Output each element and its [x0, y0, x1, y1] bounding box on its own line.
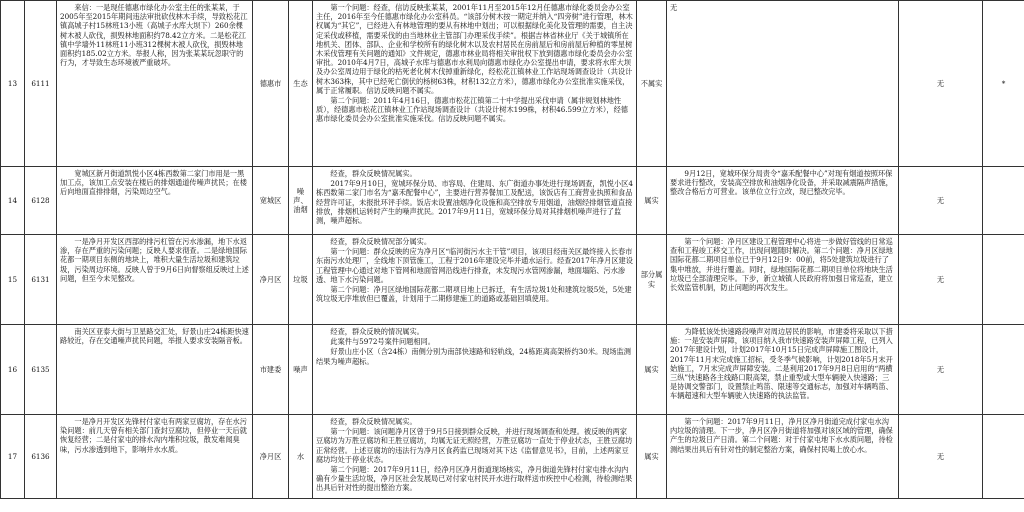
responsible-unit: 宽城区	[253, 167, 289, 235]
table-row	[1, 325, 1024, 415]
case-code: 6131	[25, 235, 57, 325]
accountability: 无	[899, 1, 983, 167]
mark	[983, 415, 1024, 499]
case-code: 6111	[25, 1, 57, 167]
rectification: 9月12日，宽城环保分局责令“嘉禾配餐中心”对现有烟道按照环保要求进行整改，安装高空排放和油烟净化设备，并采取减震隔声措施，整改合格后方可营业。该单位立行立改，现已整改完毕。	[667, 167, 899, 235]
rectification: 无	[667, 1, 899, 167]
pollution-type: 噪声	[289, 325, 313, 415]
responsible-unit: 市建委	[253, 325, 289, 415]
verdict: 属实	[637, 325, 667, 415]
table-row	[1, 167, 1024, 235]
report-content: 一是净月开发区西部的排污杠管在污水渗漏，地下水返渗，存在严重的污染问题；反映人要求彻查。二是绿地国际花都一期项目东侧的地块上，堆积大量生活垃圾和建筑垃圾，污染周边环境。反映人曾于9月6日向督察组反映过上述问题，但至今未见整改。	[57, 235, 253, 325]
row-number: 17	[1, 415, 25, 499]
row-number: 15	[1, 235, 25, 325]
responsible-unit: 净月区	[253, 235, 289, 325]
pollution-type: 水	[289, 415, 313, 499]
pollution-type: 垃圾	[289, 235, 313, 325]
report-content: 来信：一是现任德惠市绿化办公室主任的张某某，于2005年至2015年期间违法审批砍伐林木手续，导致松花江镇高城子村15林班13小班（高城子水库大坝下）260余棵树木被人砍伐，损毁林地面积约78.42立方米。二是松花江镇中学墙外11林班11小班312棵树木被人砍伐，损毁林地面积约185.02立方米。举报人称，因为张某某玩忽职守的行为，才导致生态环境被严重破坏。	[57, 1, 253, 167]
mark	[983, 235, 1024, 325]
rectification: 第一个问题：2017年9月11日，净月区净月街道完成付家屯水沟内垃圾的清理。下一步，净月区净月街道将加强对该区域的管理，确保产生的垃圾日产日清。第二个问题：对于付家屯地下水水质问题，待检测结果出具后有针对性的制定整治方案，确保村民喝上放心水。	[667, 415, 899, 499]
mark	[983, 325, 1024, 415]
pollution-type: 生态	[289, 1, 313, 167]
table-body	[1, 1, 1024, 499]
report-content: 南关区亚泰大街与卫星路交汇处，好景山庄24栋距快速路较近，存在交通噪声扰民问题，举报人要求安装隔音板。	[57, 325, 253, 415]
table-row	[1, 415, 1024, 499]
mark: *	[983, 1, 1024, 167]
accountability: 无	[899, 325, 983, 415]
responsible-unit: 净月区	[253, 415, 289, 499]
responsible-unit: 德惠市	[253, 1, 289, 167]
row-number: 14	[1, 167, 25, 235]
accountability: 无	[899, 167, 983, 235]
case-code: 6136	[25, 415, 57, 499]
table-row	[1, 235, 1024, 325]
investigation-finding: 经查，群众反映情况部分属实。 第一个问题：群众反映的应为净月区“临河街污水主干管”项目，该项目经南关区最终接入长春市东南污水处理厂，全线地下顶管施工，工程于2016年建设完毕并通水运行。经查2017年净月区建设工程管理中心通过对地下管网和地面管网沿线进行排查，未发现污水管网渗漏，地面塌陷、污水渗透、地下水污染问题。 第二个问题：净月区绿地国际花都二期项目地上已拆迁，有生活垃圾1处和建筑垃圾5处，5处建筑垃圾无序堆放但已覆盖，计划用于二期修建施工的道路或基础回填使用。	[313, 235, 637, 325]
row-number: 16	[1, 325, 25, 415]
case-code: 6135	[25, 325, 57, 415]
investigation-finding: 经查，群众反映的情况属实。 此案件与5972号案件问题相同。 好景山庄小区（含24栋）南侧分别为南部快速路和轻轨线，24栋距离高架桥约30米。现场监测结果为噪声超标。	[313, 325, 637, 415]
verdict: 属实	[637, 415, 667, 499]
verdict: 属实	[637, 167, 667, 235]
accountability: 无	[899, 235, 983, 325]
case-code: 6128	[25, 167, 57, 235]
report-content: 宽城区新月街道凯悦小区4栋西数第二家门市用是一黑加工点，该加工点安装在楼后的排烟通道传噪声扰民；在楼后向地面直排排烟，污染周边空气。	[57, 167, 253, 235]
investigation-finding: 经查，群众反映情况属实。 2017年9月10日，宽城环保分局、市容局、住建局、东广街道办事处进行现场调查，凯悦小区4栋西数第二家门市名为“嘉禾配餐中心”，主要进行营养餐加工及配送，该饭店有工商营业执照和食品经营许可证，未报批环评手续。饭店未设置油烟净化设施和高空排放专用烟道，油烟经排烟管道直接排放，排烟机运转时产生的噪声扰民。2017年9月11日，宽城环保分局对其排烟机噪声进行了监测，噪声超标。	[313, 167, 637, 235]
investigation-finding: 经查，群众反映情况属实。 第一个问题：该问题净月区曾于9月5日接到群众反映，并进行现场调查和处理。被反映的两家豆腐坊为万胜豆腐坊和王胜豆腐坊，均属无证无照经营，万胜豆腐坊一直处于停业状态，王胜豆腐坊正常经营。上述豆腐坊的违法行为净月区食药监已现场对其下达《监督意见书》，目前，上述两家豆腐坊均处于停业状态。 第二个问题：2017年9月11日，经净月区净月街道现场核实，净月街道先锋村付家屯排水沟内确有少量生活垃圾，净月区社会发展局已对付家屯村民开水进行取样送市疾控中心检测，待检测结果出具后针对性的提出整治方案。	[313, 415, 637, 499]
verdict: 不属实	[637, 1, 667, 167]
accountability: 无	[899, 415, 983, 499]
report-content: 一是净月开发区先锋村付家屯有两家豆腐坊，存在水污染问题：前几天曾有相关部门查封豆腐坊，但停业一天后就恢复经营；二是付家屯的排水沟内堆积垃圾，散发难闻臭味，污水渗透到地下，影响井水水质。	[57, 415, 253, 499]
pollution-type: 噪声、油烟	[289, 167, 313, 235]
investigation-finding: 第一个问题：经查，信访反映张某某，2001年11月至2015年12月任德惠市绿化委员会办公室主任，2016年至今任德惠市绿化办公室科员。“该部分树木按一期定并纳入“四旁树”进行管理，林木权属为“其它”，已经进入有林地管理的要从有林地中划出；可以根据绿化美化及管理的需要，自主决定采伐或移植，需要采伐的由当地林业主管部门办理采伐手续”。根据吉林省林业厅《关于城镇所在地机关、团体、部队、企业和学校所有的绿化树木以及农村居民在房前屋后和房前屋后种植的零星树木采伐管理有关问题的通知》文件规定，德惠市林业局将相关审批权下放到德惠市绿化委员会办公室审批。2010年4月7日，高城子水库与德惠市水利局向德惠市绿化办公室提出申请，要求将水库大坝及办公室周边用于绿化的枯死老化树木伐掉重新绿化，经松花江镇林业工作站现场调查设计（共设计树木363株，其中已经死亡倒伏的杨树63株，材积132立方米），德惠市绿化办公室批准实施采伐，属于正常履职。信访反映问题不属实。 第二个问题：2011年4月16日，德惠市松花江镇第二十中学提出采伐申请（属非规划林地性质），经德惠市松花江镇林业工作站现场调查设计（共设计树木199株，材积46.599立方米），经德惠市绿化委员会办公室批准实施采伐。信访反映问题不属实。	[313, 1, 637, 167]
rectification: 为降低该处快速路段噪声对周边居民的影响，市建委将采取以下措施：一是安装声屏障，该项目纳入我市快速路安装声屏障工程，已列入2017年建设计划，计划2017年10月15日完成声屏障施工图设计，2017年11月末完成施工招标，受冬季气候影响，计划2018年5月末开始施工，7月末完成声屏障安装。二是利用2017年9月8日启用的“两横三纵”快速路各主线路口限高架，禁止重型或大型车辆驶入快速路；三是协调交警部门，设置禁止鸣笛、限速等交通标志，加强对车辆鸣笛、车辆超速和大型车辆驶入快速路的执法监管。	[667, 325, 899, 415]
mark	[983, 167, 1024, 235]
rectification: 第一个问题：净月区建设工程管理中心将进一步做好管线的日常巡查和工程竣工移交工作，出现问题随时解决。第二个问题：净月区绿地国际花都二期项目单位已于9月12日9：00前，将5处建筑垃圾进行了集中堆放，并进行覆盖。同时，绿地国际花都二期项目单位将地块生活垃圾已全部清理完毕。下步，新立城镇人民政府将加强日常巡查，建立长效监管机制，防止问题的再次发生。	[667, 235, 899, 325]
verdict: 部分属实	[637, 235, 667, 325]
table-row	[1, 1, 1024, 167]
row-number: 13	[1, 1, 25, 167]
